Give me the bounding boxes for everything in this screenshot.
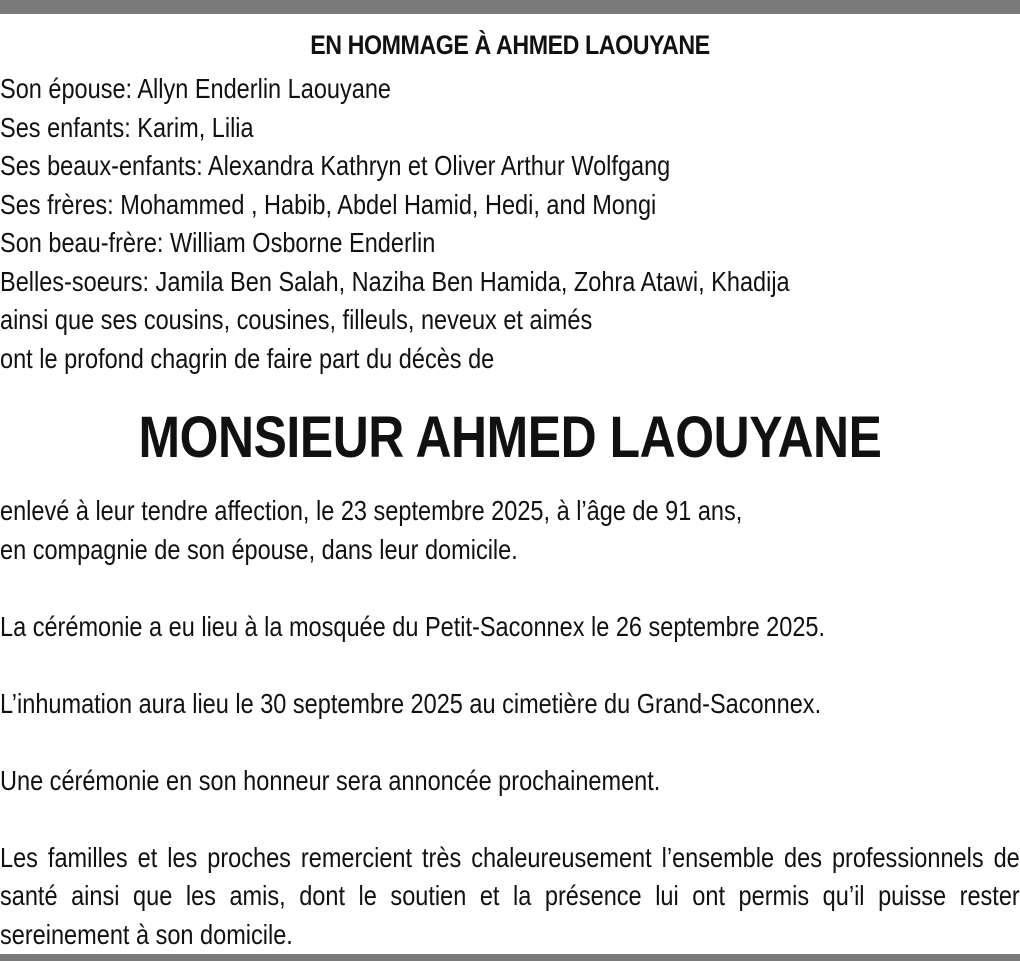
announcement-text: Une cérémonie en son honneur sera annoncée prochainement. bbox=[0, 764, 661, 796]
family-line-brothers: Ses frères: Mohammed , Habib, Abdel Hamid, Hedi, and Mongi bbox=[0, 188, 657, 220]
death-line-date: enlevé à leur tendre affection, le 23 septembre 2025, à l’âge de 91 ans, bbox=[0, 495, 743, 526]
thanks-paragraph: Les familles et les proches remercient très chaleureusement l’ensemble des professionnels de santé ainsi que les amis, dont le soutien et la présence lui ont permis qu’il puisse rester sereinement à son domicile. bbox=[0, 841, 1020, 950]
family-list bbox=[0, 70, 1020, 378]
burial-text: L’inhumation aura lieu le 30 septembre 2025 au cimetière du Grand-Saconnex. bbox=[0, 687, 822, 719]
bottom-rule bbox=[0, 954, 1020, 961]
family-line-relatives: ainsi que ses cousins, cousines, filleuls, neveux et aimés bbox=[0, 304, 593, 335]
notice-heading: EN HOMMAGE À AHMED LAOUYANE bbox=[310, 30, 710, 60]
death-paragraph bbox=[0, 492, 1020, 569]
family-line-children: Ses enfants: Karim, Lilia bbox=[0, 111, 254, 143]
deceased-name: MONSIEUR AHMED LAOUYANE bbox=[138, 405, 882, 470]
ceremony-text: La cérémonie a eu lieu à la mosquée du Petit-Saconnex le 26 septembre 2025. bbox=[0, 610, 826, 642]
family-line-stepchildren: Ses beaux-enfants: Alexandra Kathryn et Oliver Arthur Wolfgang bbox=[0, 150, 671, 181]
death-line-place: en compagnie de son épouse, dans leur domicile. bbox=[0, 533, 518, 565]
family-line-sisters-in-law: Belles-soeurs: Jamila Ben Salah, Naziha Ben Hamida, Zohra Atawi, Khadija bbox=[0, 265, 790, 297]
family-line-brother-in-law: Son beau-frère: William Osborne Enderlin bbox=[0, 227, 436, 258]
obituary-notice bbox=[0, 24, 1020, 954]
family-line-spouse: Son épouse: Allyn Enderlin Laouyane bbox=[0, 73, 391, 104]
family-line-announcement: ont le profond chagrin de faire part du décès de bbox=[0, 342, 495, 374]
top-rule bbox=[0, 0, 1020, 14]
